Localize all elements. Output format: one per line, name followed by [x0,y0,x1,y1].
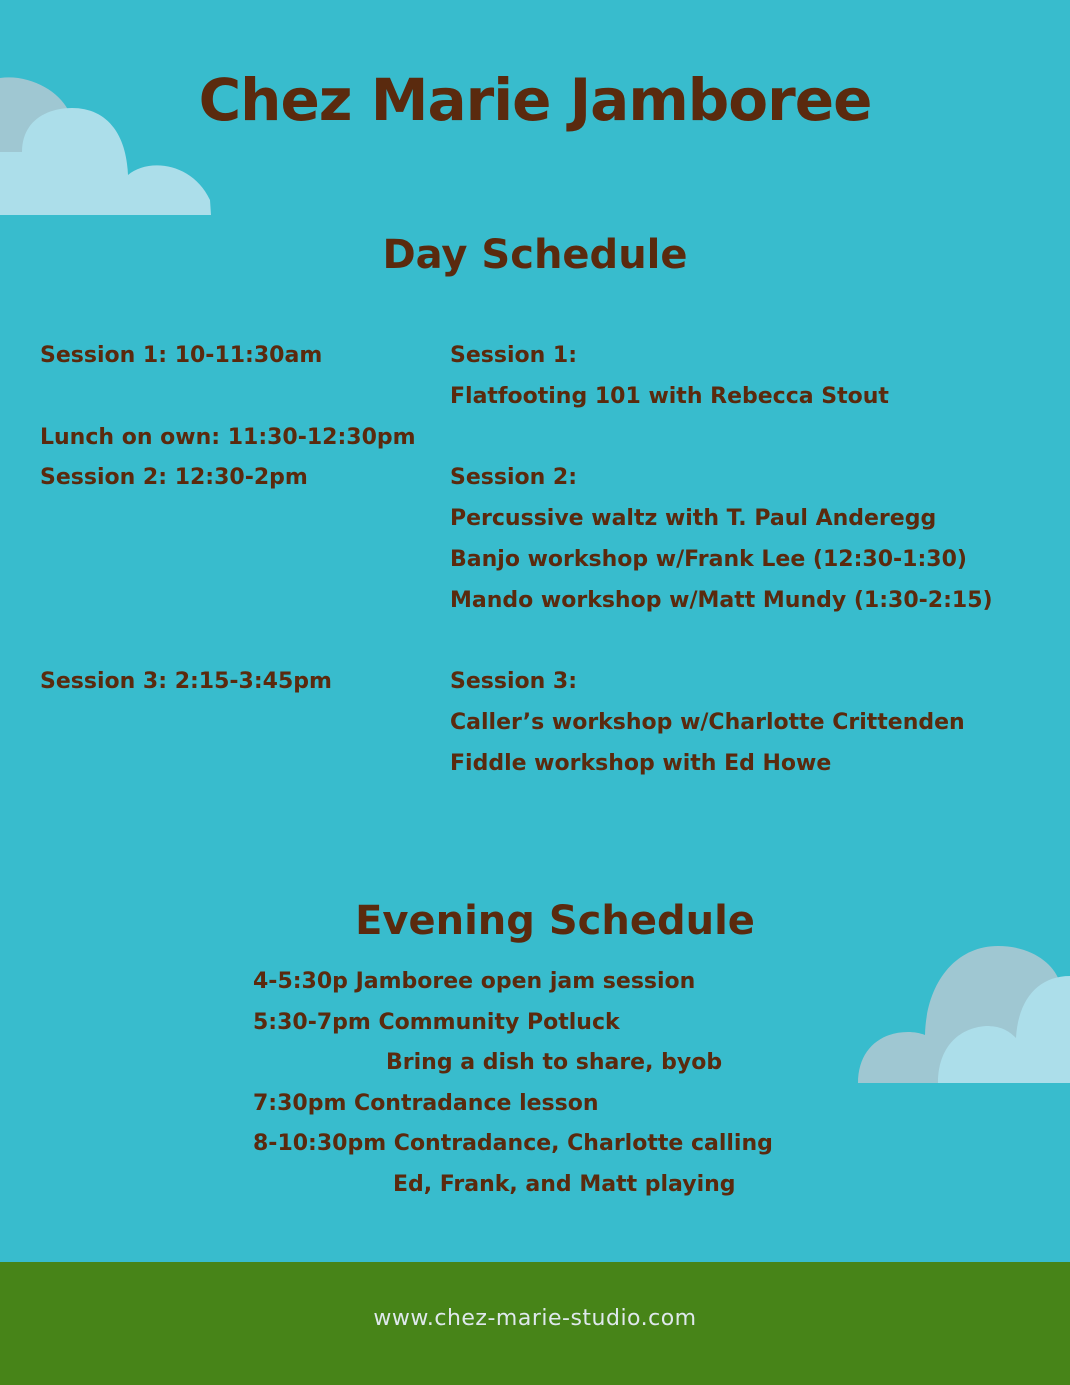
schedule-line: Ed, Frank, and Matt playing [393,1171,736,1197]
evening-schedule-list [253,962,853,1206]
schedule-line: Fiddle workshop with Ed Howe [450,750,832,776]
schedule-line: Bring a dish to share, byob [386,1050,723,1076]
schedule-line [40,581,440,622]
schedule-line: Flatfooting 101 with Rebecca Stout [450,383,889,409]
day-schedule-heading: Day Schedule [382,232,688,278]
schedule-line: Session 2: [450,465,578,491]
cloud-bottom-right-icon [858,940,1070,1085]
schedule-line: Session 1: [450,343,578,368]
schedule-line [450,418,1050,459]
schedule-line: Percussive waltz with T. Paul Anderegg [450,506,937,532]
schedule-line [40,540,440,581]
schedule-line: Session 1: 10-11:30am [40,343,323,368]
day-schedule-times-column [40,336,440,703]
schedule-line [40,377,440,418]
day-schedule-workshops-column [450,336,1050,785]
schedule-line: Session 3: 2:15-3:45pm [40,669,332,695]
footer-bar [0,1262,1070,1385]
schedule-line: Session 3: [450,669,578,695]
schedule-line: 5:30-7pm Community Potluck [253,1009,620,1035]
schedule-line: Banjo workshop w/Frank Lee (12:30-1:30) [450,546,967,572]
schedule-line: Caller’s workshop w/Charlotte Crittenden [450,710,965,736]
website-link[interactable]: www.chez-marie-studio.com [373,1306,697,1331]
schedule-line: Mando workshop w/Matt Mundy (1:30-2:15) [450,587,993,613]
schedule-line: Session 2: 12:30-2pm [40,465,308,491]
schedule-line: 8-10:30pm Contradance, Charlotte calling [253,1131,773,1157]
evening-schedule-heading: Evening Schedule [355,898,755,944]
schedule-line [40,622,440,663]
page-title: Chez Marie Jamboree [198,66,872,134]
schedule-line [40,499,440,540]
schedule-line: 7:30pm Contradance lesson [253,1090,599,1116]
schedule-line: Lunch on own: 11:30-12:30pm [40,424,416,450]
schedule-line [450,622,1050,663]
schedule-line: 4-5:30p Jamboree open jam session [253,969,696,994]
